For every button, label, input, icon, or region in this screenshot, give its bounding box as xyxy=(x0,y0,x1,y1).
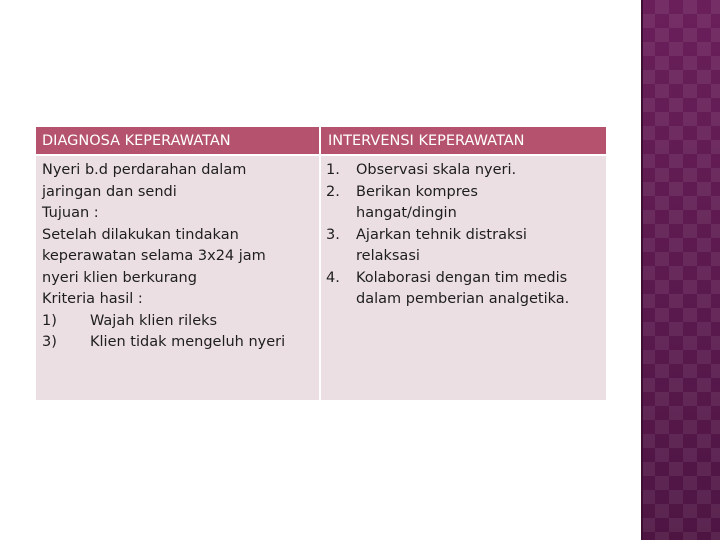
intervention-text: dalam pemberian analgetika. xyxy=(356,291,570,307)
intervention-cell xyxy=(326,160,569,311)
kriteria-label: Kriteria hasil : xyxy=(42,291,143,307)
tujuan-label: Tujuan : xyxy=(42,205,99,221)
criteria-text: Klien tidak mengeluh nyeri xyxy=(90,334,286,350)
intervention-item xyxy=(326,182,569,225)
intervention-number: 4. xyxy=(326,269,340,286)
tujuan-line: Setelah dilakukan tindakan xyxy=(42,226,239,243)
row-divider xyxy=(36,154,606,156)
intervention-number: 1. xyxy=(326,162,340,178)
diagnosis-line: Nyeri b.d perdarahan dalam xyxy=(42,162,247,178)
intervention-text: hangat/dingin xyxy=(356,205,457,221)
intervention-text: Observasi skala nyeri. xyxy=(356,162,517,178)
criteria-number: 3) xyxy=(42,334,57,350)
column-divider xyxy=(319,127,321,400)
criteria-item xyxy=(42,332,285,354)
intervention-item xyxy=(326,160,569,182)
criteria-number: 1) xyxy=(42,312,57,329)
intervention-number: 2. xyxy=(326,183,340,200)
intervention-item xyxy=(326,268,569,311)
diagnosis-line: jaringan dan sendi xyxy=(42,183,177,200)
intervention-text: relaksasi xyxy=(356,248,420,264)
tujuan-line: nyeri klien berkurang xyxy=(42,269,197,286)
criteria-text: Wajah klien rileks xyxy=(90,312,218,329)
header-diagnosa: DIAGNOSA KEPERAWATAN xyxy=(42,133,231,149)
intervention-text: Berikan kompres xyxy=(356,183,478,200)
intervention-text: Ajarkan tehnik distraksi xyxy=(356,226,527,243)
tujuan-line: keperawatan selama 3x24 jam xyxy=(42,248,266,264)
table-header-row xyxy=(36,127,606,155)
decorative-side-panel xyxy=(641,0,720,540)
criteria-item xyxy=(42,311,285,333)
diagnosis-cell xyxy=(42,160,285,354)
intervention-item xyxy=(326,225,569,268)
side-panel-edge xyxy=(641,0,643,540)
intervention-number: 3. xyxy=(326,226,340,243)
header-intervensi: INTERVENSI KEPERAWATAN xyxy=(328,133,525,149)
intervention-text: Kolaborasi dengan tim medis xyxy=(356,269,568,286)
